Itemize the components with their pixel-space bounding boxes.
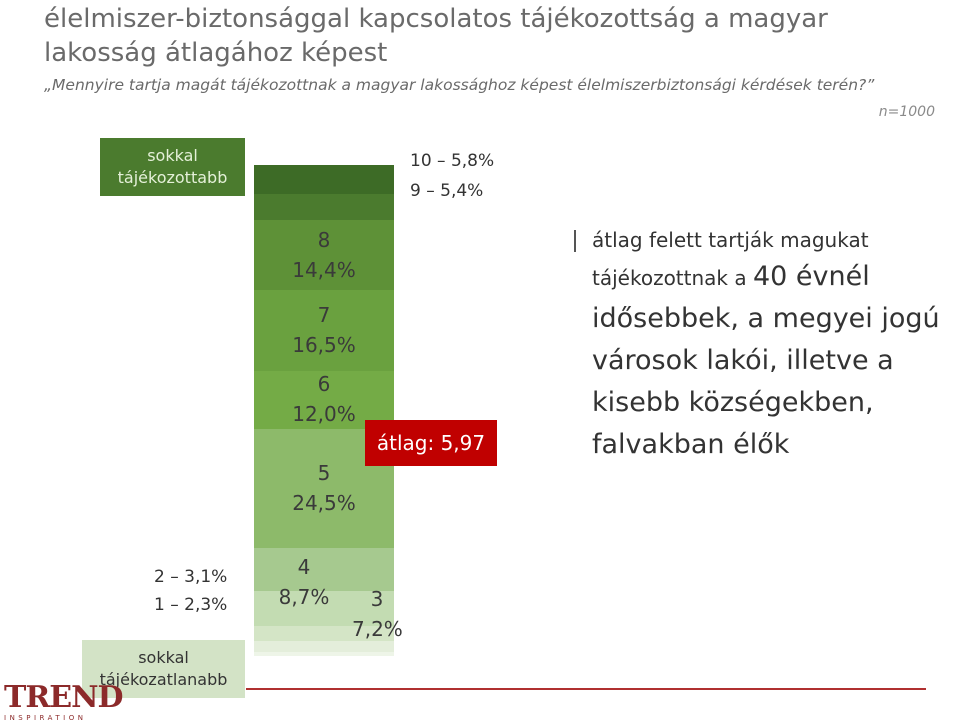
footer-divider xyxy=(246,688,926,690)
segment-label-score-4 xyxy=(244,552,364,612)
scale-bottom-label-line1: sokkal xyxy=(138,648,189,667)
scale-top-label-line1: sokkal xyxy=(147,146,198,165)
segment-score-3: 3 xyxy=(370,587,384,612)
segment-percent-3: 7,2% xyxy=(352,617,403,642)
segment-score-6: 6 xyxy=(317,372,331,397)
segment-score-8: 8 xyxy=(317,227,331,252)
segment-label-score-7 xyxy=(254,300,394,360)
scale-top-label-box xyxy=(100,138,245,196)
scale-top-label-line2: tájékozottabb xyxy=(117,168,228,187)
bar-segment-score-9 xyxy=(254,193,394,220)
note-line-2-small: tájékozottnak a xyxy=(592,266,753,290)
segment-percent-7: 16,5% xyxy=(292,332,356,357)
bar-segment-score-10 xyxy=(254,165,394,194)
average-badge: átlag: 5,97 xyxy=(365,420,497,466)
note-line-2-big: 40 évnél xyxy=(752,261,870,292)
note-line-6: falvakban élők xyxy=(592,429,790,460)
sample-size-label: n=1000 xyxy=(878,104,935,120)
segment-percent-5: 24,5% xyxy=(292,491,356,516)
segment-label-score-5 xyxy=(254,458,394,518)
segment-percent-8: 14,4% xyxy=(292,257,356,282)
segment-score-5: 5 xyxy=(317,461,331,486)
logo-text: TREND xyxy=(4,680,123,715)
note-line-3: idősebbek, a megyei jogú xyxy=(592,303,940,334)
page-title: élelmiszer-biztonsággal kapcsolatos tájékozottság a magyar lakosság átlagához képest xyxy=(44,4,828,68)
scale-bottom-label-line2: tájékozatlanabb xyxy=(99,670,228,689)
segment-percent-6: 12,0% xyxy=(292,402,356,427)
data-label-score-2: 2 – 3,1% xyxy=(154,567,228,587)
survey-question: „Mennyire tartja magát tájékozottnak a magyar lakossághoz képest élelmiszerbiztonsági kérdések terén?” xyxy=(44,76,875,94)
segment-score-7: 7 xyxy=(317,302,331,327)
segment-score-4: 4 xyxy=(297,554,311,579)
logo-subtext: INSPIRATION xyxy=(4,714,87,722)
data-label-score-1: 1 – 2,3% xyxy=(154,595,228,615)
trend-logo xyxy=(4,680,123,724)
note-line-2 xyxy=(592,256,960,298)
data-label-score-10: 10 – 5,8% xyxy=(410,151,495,171)
note-line-1: átlag felett tartják magukat xyxy=(592,228,869,252)
note-text xyxy=(592,224,960,466)
data-label-score-9: 9 – 5,4% xyxy=(410,181,484,201)
bar-segment-score-0 xyxy=(254,652,394,657)
note-line-4: városok lakói, illetve a xyxy=(592,345,894,376)
segment-percent-4: 8,7% xyxy=(278,584,330,609)
note-marker xyxy=(574,230,576,252)
note-line-5: kisebb községekben, xyxy=(592,387,874,418)
segment-label-score-8 xyxy=(254,225,394,285)
